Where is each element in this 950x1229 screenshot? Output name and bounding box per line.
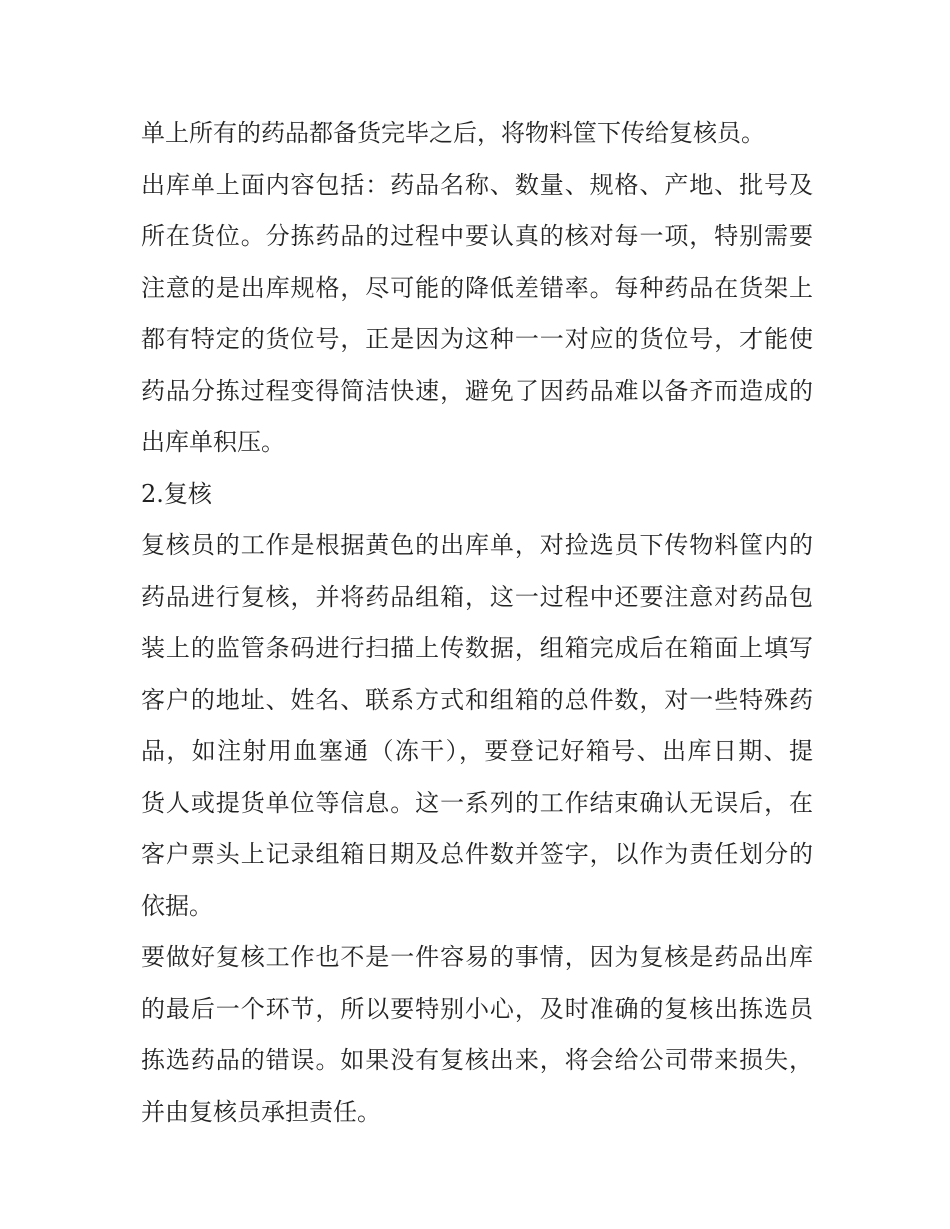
text-line: 拣选药品的错误。如果没有复核出来，将会给公司带来损失， xyxy=(141,1046,813,1074)
text-line: 装上的监管条码进行扫描上传数据，组箱完成后在箱面上填写 xyxy=(141,634,813,662)
text-line: 的最后一个环节，所以要特别小心，及时准确的复核出拣选员 xyxy=(141,994,813,1023)
text-line: 复核员的工作是根据黄色的出库单，对捡选员下传物料筐内的 xyxy=(141,531,813,559)
text-line: 客户的地址、姓名、联系方式和组箱的总件数，对一些特殊药 xyxy=(141,685,813,714)
text-line: 药品分拣过程变得简洁快速，避免了因药品难以备齐而造成的 xyxy=(141,376,813,405)
text-line: 出库单积压。 xyxy=(141,428,285,456)
text-line: 依据。 xyxy=(141,891,213,920)
paragraph-1 xyxy=(141,108,813,160)
section-heading-text: 2.复核 xyxy=(141,479,212,508)
text-line: 所在货位。分拣药品的过程中要认真的核对每一项，特别需要 xyxy=(141,222,813,250)
text-line: 品，如注射用血塞通（冻干），要登记好箱号、出库日期、提 xyxy=(141,737,813,765)
text-line: 都有特定的货位号，正是因为这种一一对应的货位号，才能使 xyxy=(141,325,813,353)
section-heading xyxy=(141,469,813,521)
text-line: 货人或提货单位等信息。这一系列的工作结束确认无误后，在 xyxy=(141,788,813,817)
text-line: 单上所有的药品都备货完毕之后，将物料筐下传给复核员。 xyxy=(141,119,765,147)
document-body xyxy=(141,108,813,1138)
text-line: 出库单上面内容包括：药品名称、数量、规格、产地、批号及 xyxy=(141,170,813,199)
text-line: 注意的是出库规格，尽可能的降低差错率。每种药品在货架上 xyxy=(141,273,813,302)
text-line: 并由复核员承担责任。 xyxy=(141,1097,381,1126)
paragraph-4 xyxy=(141,932,813,1138)
paragraph-2 xyxy=(141,160,813,469)
text-line: 药品进行复核，并将药品组箱，这一过程中还要注意对药品包 xyxy=(141,582,813,611)
text-line: 客户票头上记录组箱日期及总件数并签字，以作为责任划分的 xyxy=(141,840,813,868)
text-line: 要做好复核工作也不是一件容易的事情，因为复核是药品出库 xyxy=(141,943,813,971)
paragraph-3 xyxy=(141,520,813,932)
